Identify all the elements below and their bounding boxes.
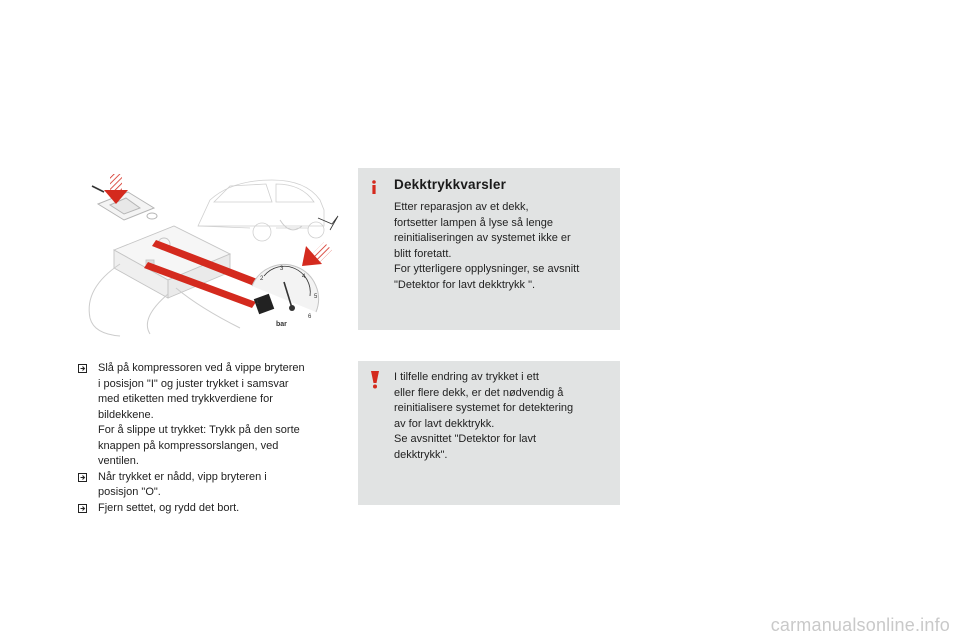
- site-watermark: carmanualsonline.info: [770, 615, 950, 635]
- svg-text:6: 6: [308, 314, 312, 320]
- arrow-bullet-icon: [78, 504, 87, 513]
- svg-text:3: 3: [280, 266, 284, 272]
- step-item: Når trykket er nådd, vipp bryteren i posisjon "O".: [78, 470, 348, 501]
- car-drawing: [198, 180, 324, 241]
- step-item: Slå på kompressoren ved å vippe bryteren i posisjon "I" og juster trykket i samsvar med etiketten med trykkverdiene for bildekkene. For å slippe ut trykket: Trykk på den sorte knappen på kompressorslangen, ved ventilen.: [78, 361, 348, 470]
- svg-text:2: 2: [260, 276, 264, 282]
- arrow-bullet-icon: [78, 473, 87, 482]
- compressor-illustration: [80, 168, 348, 338]
- svg-text:1: 1: [256, 300, 260, 306]
- pressure-gauge: [252, 264, 319, 328]
- info-text: Etter reparasjon av et dekk, fortsetter lampen å lyse så lenge reinitialiseringen av systemet ikke er blitt foretatt. For ytterligere opplysninger, se avsnitt "Detektor for lavt dekktrykk ".: [394, 201, 580, 291]
- svg-text:5: 5: [314, 294, 318, 300]
- info-title: Dekktrykkvarsler: [394, 177, 507, 192]
- warning-text: I tilfelle endring av trykket i ett eller flere dekk, er det nødvendig å reinitialisere systemet for detektering av for lavt dekktrykk. Se avsnittet "Detektor for lavt dekktrykk".: [394, 371, 574, 461]
- exclamation-icon: [368, 371, 382, 389]
- info-icon: [368, 180, 380, 194]
- svg-text:4: 4: [302, 274, 306, 280]
- arrow-bullet-icon: [78, 364, 87, 373]
- compressor-lid: [98, 192, 157, 220]
- svg-text:bar: bar: [276, 321, 287, 328]
- step-item: Fjern settet, og rydd det bort.: [78, 501, 348, 517]
- warning-panel: [358, 361, 620, 505]
- red-arrow-valve: [302, 242, 332, 266]
- info-panel: [358, 168, 620, 330]
- instruction-steps: [78, 361, 348, 516]
